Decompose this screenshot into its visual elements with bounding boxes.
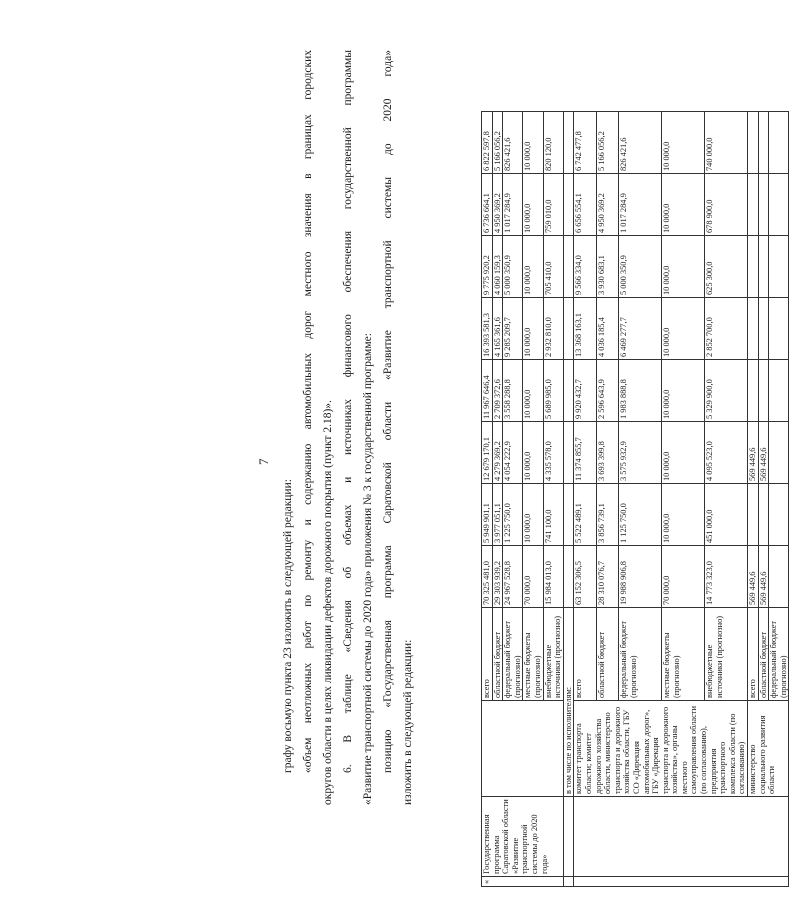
- source-cell: внебюджетные источники (прогнозно): [543, 608, 563, 701]
- source-cell: областной бюджет: [492, 608, 503, 701]
- paragraph-4: 6. В таблице «Сведения об объемах и источниках финансового обеспечения государственной программы: [342, 50, 354, 773]
- value-cell: 10 000,0: [523, 422, 543, 484]
- source-cell: федеральный бюджет (прогнозно): [769, 608, 789, 701]
- empty-cell: [574, 877, 789, 887]
- value-cell: 11 967 646,4: [482, 360, 493, 422]
- value-cell: 625 300,0: [705, 236, 748, 298]
- value-cell: 5 522 489,1: [574, 484, 597, 546]
- value-cell: 1 017 284,9: [503, 174, 523, 236]
- value-cell: 5 166 056,2: [492, 112, 503, 174]
- value-cell: 826 421,6: [619, 112, 662, 174]
- empty-cell: [563, 422, 574, 484]
- value-cell: 1 225 750,0: [503, 484, 523, 546]
- source-cell: всего: [748, 608, 759, 701]
- value-cell: [758, 360, 769, 422]
- value-cell: 741 100,0: [543, 484, 563, 546]
- value-cell: 569 449,6: [748, 546, 759, 608]
- row-prefix: «: [482, 877, 564, 887]
- value-cell: 569 449,6: [748, 422, 759, 484]
- value-cell: 5 166 056,2: [596, 112, 619, 174]
- value-cell: 70 325 481,0: [482, 546, 493, 608]
- empty-cell: [574, 797, 789, 877]
- value-cell: 10 000,0: [662, 298, 705, 360]
- source-cell: областной бюджет: [596, 608, 619, 701]
- value-cell: 9 285 209,7: [503, 298, 523, 360]
- value-cell: [758, 484, 769, 546]
- value-cell: 4 950 369,2: [596, 174, 619, 236]
- value-cell: 4 095 523,0: [705, 422, 748, 484]
- value-cell: 4 335 578,0: [543, 422, 563, 484]
- source-cell: всего: [574, 608, 597, 701]
- table-row: [748, 112, 759, 887]
- executor-cell: министерство социального развития области: [748, 701, 789, 797]
- value-cell: 3 977 051,1: [492, 484, 503, 546]
- value-cell: 451 000,0: [705, 484, 748, 546]
- value-cell: 29 303 939,2: [492, 546, 503, 608]
- value-cell: [758, 174, 769, 236]
- table-row: [563, 112, 574, 887]
- empty-cell: [563, 546, 574, 608]
- value-cell: [748, 236, 759, 298]
- value-cell: 5 949 901,1: [482, 484, 493, 546]
- table-row: [482, 112, 493, 887]
- executor-cell: комитет транспорта области; комитет дорожного хозяйства области, министерство транспорта и дорожного хозяйства области, ГБУ СО «Дирекция автомобильных дорог», ГБУ «Дирекция транспорта и дорожного хозяйства», органы местного самоуправления области (по согласованию), предприятия транспортного комплекса области (по согласованию): [574, 701, 748, 797]
- value-cell: 10 000,0: [662, 174, 705, 236]
- value-cell: 10 000,0: [662, 360, 705, 422]
- value-cell: 705 410,0: [543, 236, 563, 298]
- value-cell: 5 689 985,0: [543, 360, 563, 422]
- value-cell: 740 000,0: [705, 112, 748, 174]
- value-cell: 4 036 185,4: [596, 298, 619, 360]
- value-cell: 5 000 350,9: [619, 236, 662, 298]
- value-cell: 15 984 013,0: [543, 546, 563, 608]
- value-cell: 4 165 361,6: [492, 298, 503, 360]
- empty-cell: [563, 360, 574, 422]
- paragraph-5: «Развитие транспортной системы до 2020 года» приложения № 3 к государственной программе:: [362, 333, 374, 805]
- value-cell: 9 775 920,2: [482, 236, 493, 298]
- value-cell: 6 656 554,1: [574, 174, 597, 236]
- value-cell: 10 000,0: [662, 422, 705, 484]
- value-cell: 4 279 369,2: [492, 422, 503, 484]
- value-cell: [769, 174, 789, 236]
- value-cell: 5 000 350,9: [503, 236, 523, 298]
- empty-cell: [563, 797, 574, 877]
- value-cell: 2 596 643,9: [596, 360, 619, 422]
- value-cell: 2 852 700,0: [705, 298, 748, 360]
- value-cell: [769, 422, 789, 484]
- value-cell: 10 000,0: [523, 298, 543, 360]
- value-cell: 2 709 372,6: [492, 360, 503, 422]
- value-cell: 678 900,0: [705, 174, 748, 236]
- empty-cell: [563, 298, 574, 360]
- value-cell: [769, 360, 789, 422]
- value-cell: [758, 112, 769, 174]
- value-cell: 6 742 477,8: [574, 112, 597, 174]
- value-cell: 10 000,0: [662, 236, 705, 298]
- value-cell: 10 000,0: [523, 484, 543, 546]
- value-cell: 2 932 810,0: [543, 298, 563, 360]
- in-number-label: в том числе по исполнителям:: [563, 608, 574, 797]
- value-cell: 6 736 664,1: [482, 174, 493, 236]
- value-cell: 826 421,6: [503, 112, 523, 174]
- paragraph-7: изложить в следующей редакции:: [402, 639, 414, 805]
- value-cell: 1 983 888,8: [619, 360, 662, 422]
- value-cell: [748, 174, 759, 236]
- value-cell: 759 010,0: [543, 174, 563, 236]
- source-cell: федеральный бюджет (прогнозно): [503, 608, 523, 701]
- page-number: 7: [256, 458, 271, 465]
- value-cell: 6 822 597,8: [482, 112, 493, 174]
- value-cell: 10 000,0: [662, 484, 705, 546]
- paragraph-6: позицию «Государственная программа Саратовской области «Развитие транспортной системы до 2020 года»: [382, 50, 394, 773]
- value-cell: 10 000,0: [523, 360, 543, 422]
- value-cell: 569 449,6: [758, 546, 769, 608]
- value-cell: 10 000,0: [523, 174, 543, 236]
- value-cell: [769, 484, 789, 546]
- source-cell: местные бюджеты (прогнозно): [662, 608, 705, 701]
- value-cell: [769, 236, 789, 298]
- empty-cell: [563, 174, 574, 236]
- value-cell: 3 693 399,8: [596, 422, 619, 484]
- source-cell: областной бюджет: [758, 608, 769, 701]
- value-cell: 10 000,0: [662, 112, 705, 174]
- value-cell: 10 000,0: [523, 236, 543, 298]
- source-cell: местные бюджеты (прогнозно): [523, 608, 543, 701]
- value-cell: [748, 298, 759, 360]
- paragraph-1: графу восьмую пункта 23 изложить в следующей редакции:: [282, 479, 294, 773]
- source-cell: федеральный бюджет (прогнозно): [619, 608, 662, 701]
- financing-table: [481, 111, 789, 887]
- value-cell: 6 469 277,7: [619, 298, 662, 360]
- paragraph-2: «объем неотложных работ по ремонту и содержанию автомобильных дорог местного значения в границах городских: [302, 50, 314, 773]
- value-cell: [769, 546, 789, 608]
- value-cell: 11 374 855,7: [574, 422, 597, 484]
- value-cell: 28 310 076,7: [596, 546, 619, 608]
- value-cell: 9 920 432,7: [574, 360, 597, 422]
- value-cell: 10 000,0: [523, 112, 543, 174]
- value-cell: 16 393 581,3: [482, 298, 493, 360]
- value-cell: 19 988 906,8: [619, 546, 662, 608]
- paragraph-3: округов области в целях ликвидации дефектов дорожного покрытия (пункт 2.18)».: [322, 400, 334, 805]
- value-cell: [748, 360, 759, 422]
- program-name: Государственная программа Саратовской области «Развитие транспортной системы до 2020 года»: [482, 797, 564, 877]
- value-cell: [748, 112, 759, 174]
- value-cell: [748, 484, 759, 546]
- value-cell: 14 773 323,0: [705, 546, 748, 608]
- value-cell: 820 120,0: [543, 112, 563, 174]
- empty-cell: [563, 112, 574, 174]
- value-cell: 70 000,0: [662, 546, 705, 608]
- empty-cell: [563, 236, 574, 298]
- value-cell: 5 329 900,0: [705, 360, 748, 422]
- value-cell: [769, 298, 789, 360]
- value-cell: 1 017 284,9: [619, 174, 662, 236]
- value-cell: 4 060 159,3: [492, 236, 503, 298]
- value-cell: 24 967 528,8: [503, 546, 523, 608]
- value-cell: 63 152 306,5: [574, 546, 597, 608]
- table-row: [574, 112, 597, 887]
- empty-cell: [563, 877, 574, 887]
- value-cell: 4 054 222,9: [503, 422, 523, 484]
- empty-cell: [563, 484, 574, 546]
- value-cell: 569 449,6: [758, 422, 769, 484]
- value-cell: 4 950 369,2: [492, 174, 503, 236]
- value-cell: [769, 112, 789, 174]
- value-cell: 1 125 750,0: [619, 484, 662, 546]
- value-cell: 3 856 739,1: [596, 484, 619, 546]
- value-cell: [758, 236, 769, 298]
- value-cell: 12 679 170,1: [482, 422, 493, 484]
- source-cell: всего: [482, 608, 493, 701]
- executor-cell: [482, 701, 564, 797]
- value-cell: 3 575 932,9: [619, 422, 662, 484]
- value-cell: 9 566 334,0: [574, 236, 597, 298]
- value-cell: 13 368 163,1: [574, 298, 597, 360]
- value-cell: 3 930 683,1: [596, 236, 619, 298]
- source-cell: внебюджетные источники (прогнозно): [705, 608, 748, 701]
- value-cell: [758, 298, 769, 360]
- value-cell: 70 000,0: [523, 546, 543, 608]
- value-cell: 3 558 288,8: [503, 360, 523, 422]
